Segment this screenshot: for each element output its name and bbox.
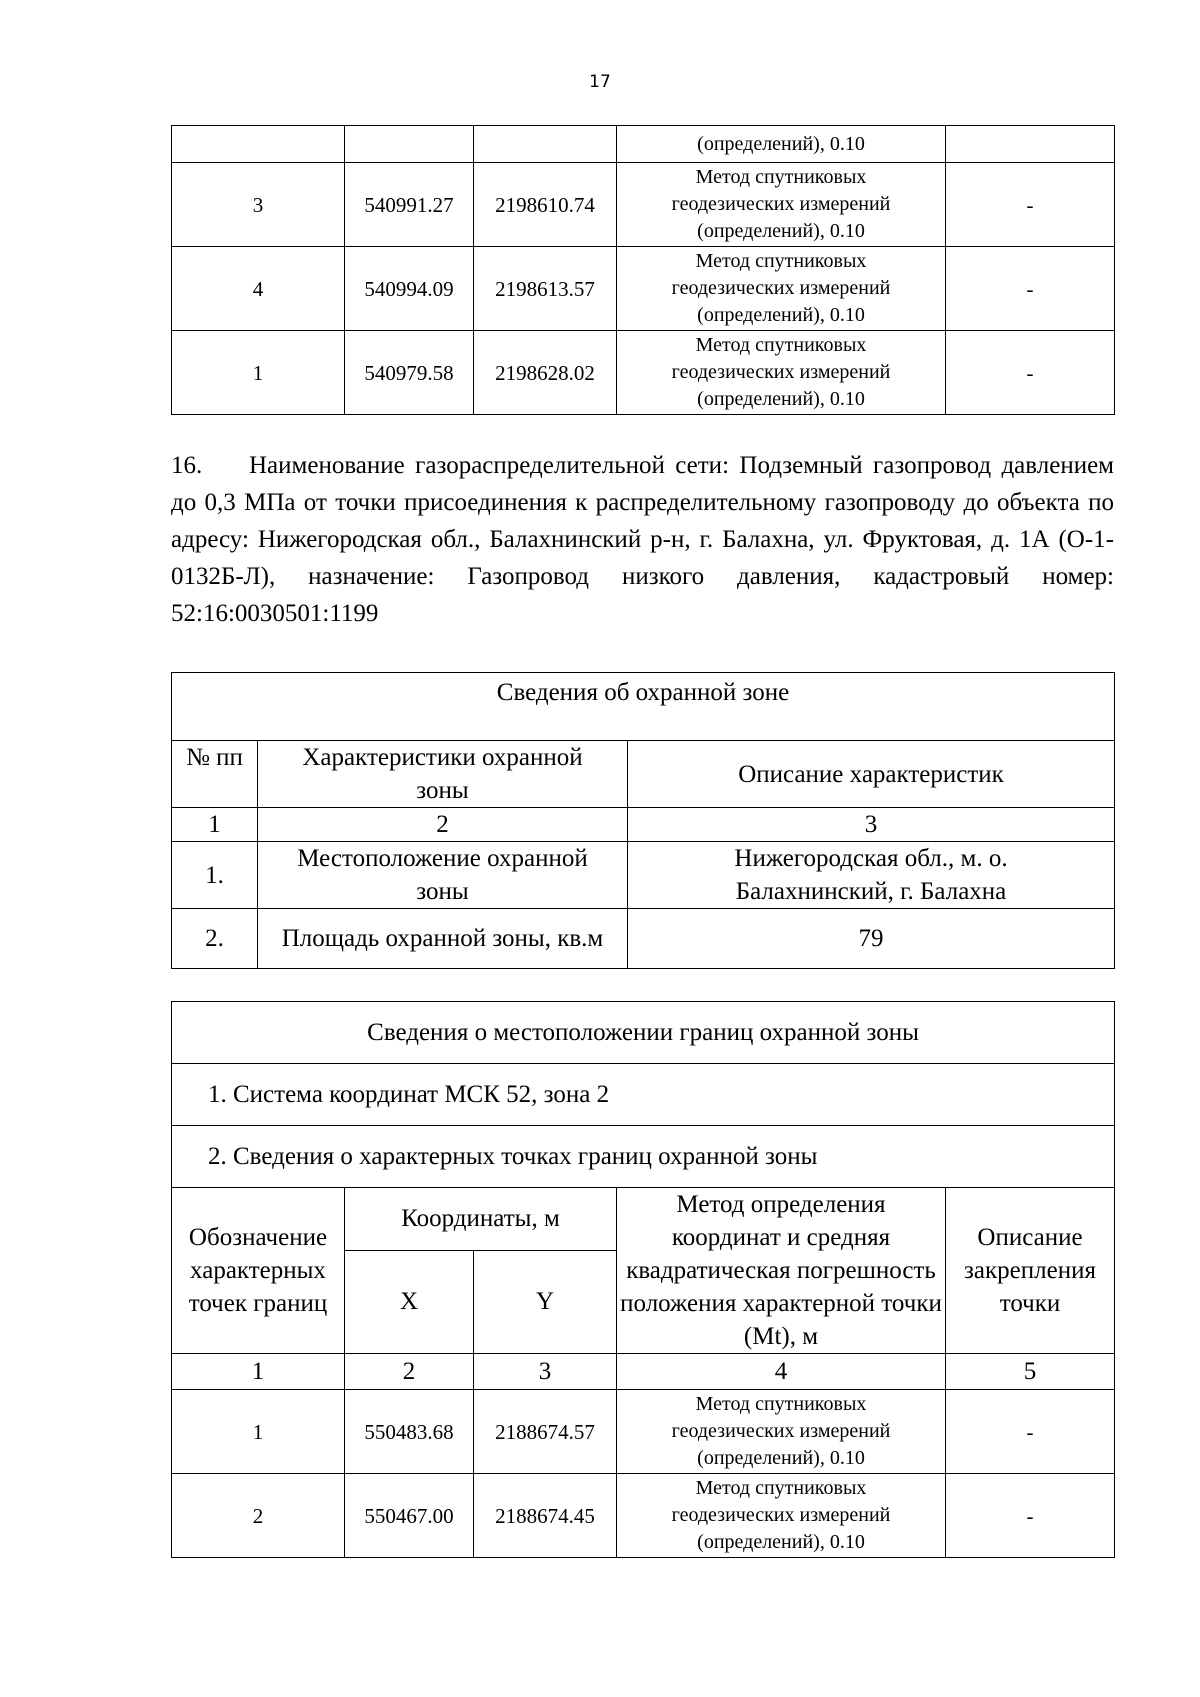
point-cell: 1 (172, 1390, 345, 1474)
item-number: 16. (171, 452, 203, 479)
description-cell: 79 (628, 909, 1115, 969)
method-cell: Метод спутниковых геодезических измерений (определений), 0.10 (617, 1390, 946, 1474)
desc-cell: - (946, 247, 1115, 331)
desc-cell: - (946, 331, 1115, 415)
point-cell: 3 (172, 163, 345, 247)
header-points: Обозначение характерных точек границ (172, 1188, 345, 1354)
index-cell: 2 (258, 808, 628, 842)
table-row (172, 909, 1115, 969)
characteristic-cell: Площадь охранной зоны, кв.м (258, 909, 628, 969)
point-cell: 2 (172, 1474, 345, 1558)
desc-cell: - (946, 163, 1115, 247)
y-cell: 2198610.74 (474, 163, 617, 247)
table-title: Сведения об охранной зоне (172, 673, 1115, 741)
desc-cell: - (946, 1390, 1115, 1474)
network-description (171, 447, 1114, 632)
method-cell: Метод спутниковых геодезических измерений (определений), 0.10 (617, 163, 946, 247)
header-y: Y (474, 1250, 617, 1353)
point-cell: 4 (172, 247, 345, 331)
row-number: 1. (172, 842, 258, 909)
characteristic-cell: Местоположение охранной зоны (258, 842, 628, 909)
index-cell: 1 (172, 1354, 345, 1390)
table-row (172, 1474, 1115, 1558)
x-cell (345, 126, 474, 163)
header-method: Метод определения координат и средняя квадратическая погрешность положения характерной точки (Mt), м (617, 1188, 946, 1354)
desc-cell (946, 126, 1115, 163)
protection-zone-table (171, 672, 1115, 969)
index-cell: 3 (474, 1354, 617, 1390)
x-cell: 540994.09 (345, 247, 474, 331)
index-cell: 1 (172, 808, 258, 842)
points-subtitle: 2. Сведения о характерных точках границ охранной зоны (172, 1126, 1115, 1188)
header-description: Описание закрепления точки (946, 1188, 1115, 1354)
point-cell: 1 (172, 331, 345, 415)
header-cell: Характеристики охранной зоны (258, 741, 628, 808)
x-cell: 540979.58 (345, 331, 474, 415)
x-cell: 540991.27 (345, 163, 474, 247)
y-cell: 2188674.45 (474, 1474, 617, 1558)
table-row (172, 247, 1115, 331)
coordinate-system: 1. Система координат МСК 52, зона 2 (172, 1064, 1115, 1126)
coordinates-table-continued (171, 125, 1115, 415)
y-cell: 2198628.02 (474, 331, 617, 415)
table-row (172, 163, 1115, 247)
header-cell: Описание характеристик (628, 741, 1115, 808)
method-cell: Метод спутниковых геодезических измерений (определений), 0.10 (617, 331, 946, 415)
row-number: 2. (172, 909, 258, 969)
table-row (172, 842, 1115, 909)
index-cell: 3 (628, 808, 1115, 842)
table-row (172, 126, 1115, 163)
item-text: Наименование газораспределительной сети: Подземный газопровод давлением до 0,3 МПа от точки присоединения к распределительному газопроводу до объекта по адресу: Нижегородская обл., Балахнинский р-н, г. Балахна, ул. Фруктовая, д. 1А (О-1-0132Б-Л), назначение: Газопровод низкого давления, кадастровый номер: 52:16:0030501:1199 (171, 452, 1114, 627)
header-coordinates: Координаты, м (345, 1188, 617, 1251)
method-cell: Метод спутниковых геодезических измерений (определений), 0.10 (617, 247, 946, 331)
desc-cell: - (946, 1474, 1115, 1558)
header-x: X (345, 1250, 474, 1353)
method-cell: Метод спутниковых геодезических измерений (определений), 0.10 (617, 1474, 946, 1558)
index-cell: 4 (617, 1354, 946, 1390)
x-cell: 550467.00 (345, 1474, 474, 1558)
point-cell (172, 126, 345, 163)
description-cell: Нижегородская обл., м. о. Балахнинский, г. Балахна (628, 842, 1115, 909)
y-cell (474, 126, 617, 163)
index-cell: 5 (946, 1354, 1115, 1390)
table-row (172, 331, 1115, 415)
zone-boundaries-table (171, 1001, 1115, 1558)
page-number: 17 (589, 72, 611, 92)
table-row (172, 1390, 1115, 1474)
table-title: Сведения о местоположении границ охранной зоны (172, 1002, 1115, 1064)
y-cell: 2188674.57 (474, 1390, 617, 1474)
header-cell: № пп (172, 741, 258, 808)
y-cell: 2198613.57 (474, 247, 617, 331)
method-cell: (определений), 0.10 (617, 126, 946, 163)
index-cell: 2 (345, 1354, 474, 1390)
x-cell: 550483.68 (345, 1390, 474, 1474)
